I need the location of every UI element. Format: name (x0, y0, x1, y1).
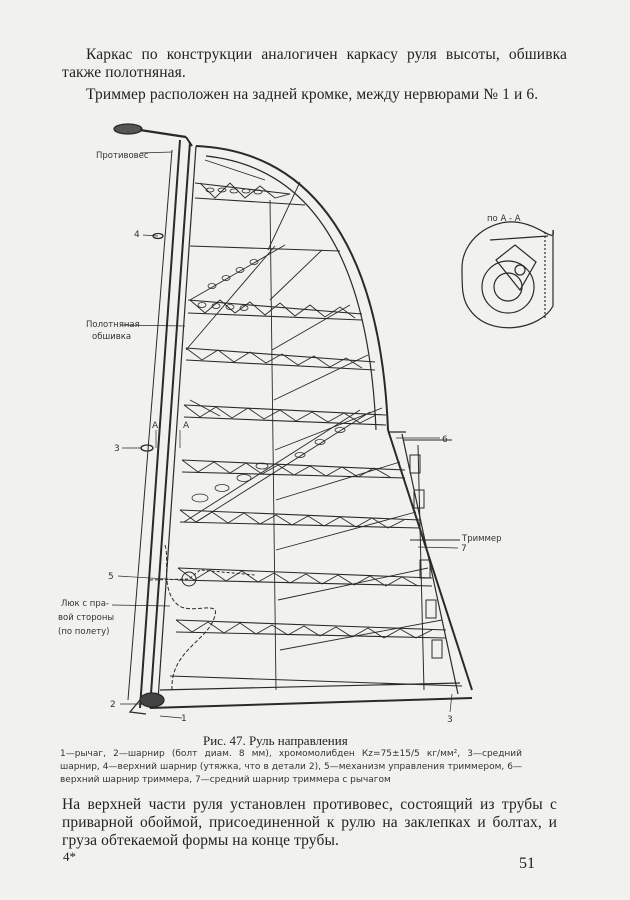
callout-2: 2 (110, 700, 116, 710)
label-trimmer: Триммер (462, 534, 502, 544)
label-cut-a-left: А (152, 421, 159, 431)
callout-5: 5 (108, 572, 114, 582)
ribs (170, 183, 462, 686)
label-hatch-1: Люк с пра- (61, 599, 109, 609)
section-a-a-drawing (462, 222, 553, 328)
trimmer-mechanism (150, 545, 255, 690)
lattice-bracing (176, 160, 442, 690)
callout-3-bottom: 3 (447, 715, 453, 725)
label-fabric-1: Полотняная (86, 320, 140, 330)
label-section: по А - А (487, 214, 521, 224)
paragraph-trimmer-location: Триммер расположен на задней кромке, между нервюрами № 1 и 6. (86, 86, 539, 103)
callout-1: 1 (181, 714, 187, 724)
label-hatch-3: (по полету) (58, 627, 110, 637)
callout-7: 7 (461, 544, 467, 554)
label-fabric-2: обшивка (92, 332, 132, 342)
page-number: 51 (519, 855, 535, 872)
figure-caption: Рис. 47. Руль направления (203, 733, 348, 748)
label-counterweight: Противовес (96, 151, 149, 161)
label-cut-a-right: А (183, 421, 190, 431)
paragraph-frame-description: Каркас по конструкции аналогичен каркасу руля высоты, обшивка также полотняная. (62, 46, 567, 81)
paragraph-counterweight: На верхней части руля установлен противовес, состоящий из трубы с приварной обоймой, присоединенной к рулю на заклепках и болтах, и груза обтекаемой формы на конце трубы. (62, 796, 557, 849)
label-hatch-2: вой стороны (58, 613, 115, 623)
callout-6: 6 (442, 435, 448, 445)
figure-legend: 1—рычаг, 2—шарнир (болт диам. 8 мм), хромомолибден Кz=75±15/5 кг/мм², 3—средний шарнир, 4—верхний шарнир (утяжка, что в детали 2), 5—механизм управления триммером, 6—верхний шарнир триммера, 7—средний шарнир триммера с рычагом (60, 749, 522, 785)
lightening-holes (192, 188, 345, 502)
callout-3-left: 3 (114, 444, 120, 454)
callout-4: 4 (134, 230, 140, 240)
signature-mark: 4* (63, 849, 76, 864)
